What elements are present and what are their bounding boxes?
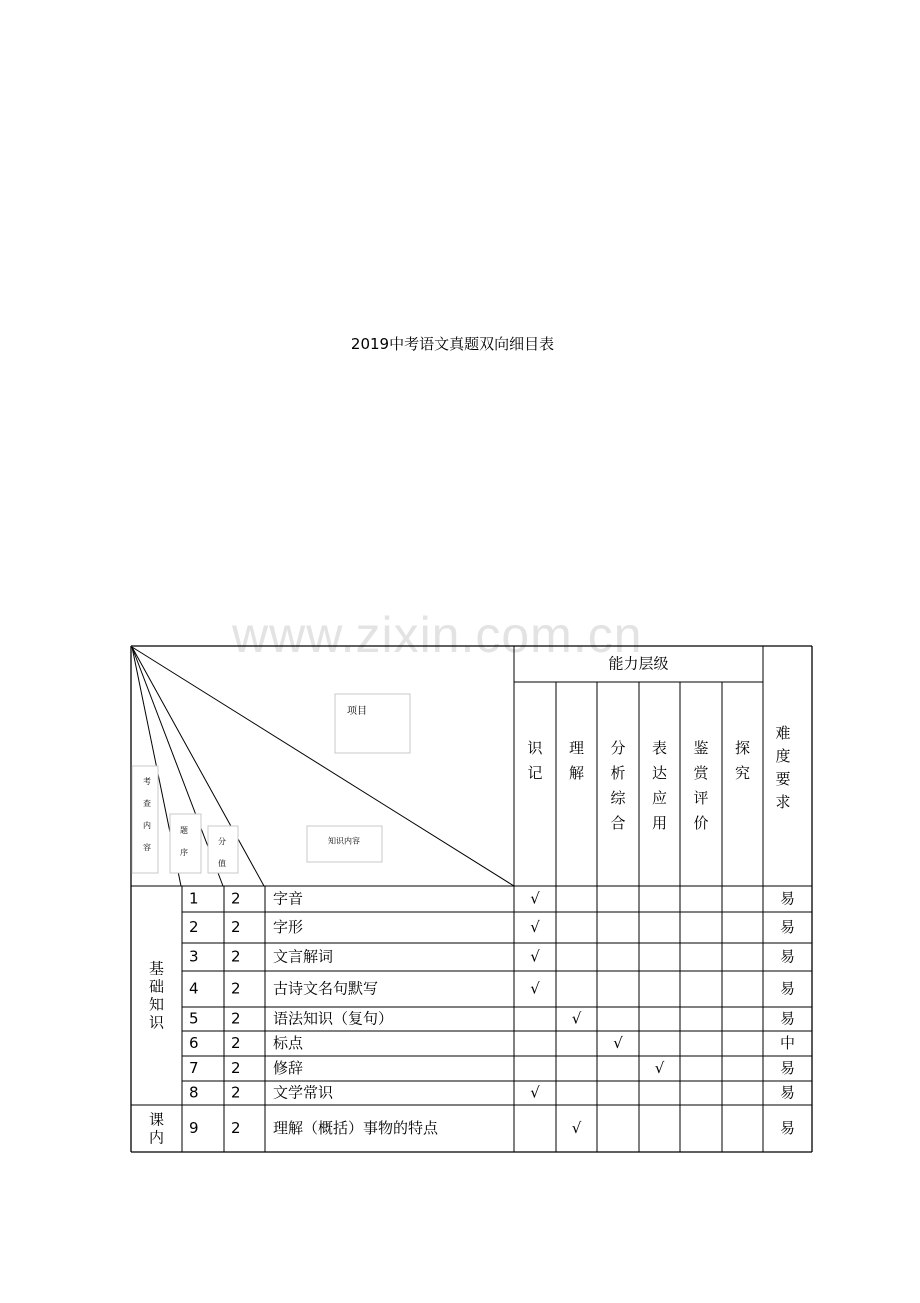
- score-value: 2: [231, 889, 241, 908]
- score-value: 2: [231, 947, 241, 966]
- ability-header-3: 表达应用: [651, 738, 668, 832]
- score-value: 2: [231, 1119, 241, 1137]
- check-mark: √: [530, 947, 540, 966]
- difficulty-value: 易: [779, 918, 796, 936]
- ability-header-1: 理解: [568, 738, 585, 782]
- difficulty-value: 易: [779, 947, 796, 966]
- question-no-label: 题序: [180, 825, 188, 857]
- question-number: 6: [189, 1034, 199, 1052]
- score-value: 2: [231, 1083, 241, 1102]
- difficulty-value: 易: [779, 889, 796, 908]
- difficulty-header: 难度要求: [775, 723, 791, 811]
- check-mark: √: [571, 1119, 582, 1137]
- question-number: 1: [189, 889, 199, 908]
- difficulty-value: 易: [779, 1119, 796, 1137]
- ability-header-2: 分析综合: [610, 738, 626, 832]
- project-label-box: [335, 694, 410, 753]
- score-value: 2: [231, 918, 241, 936]
- ability-level-header: 能力层级: [608, 654, 669, 673]
- knowledge-content: 字音: [273, 889, 304, 908]
- knowledge-content: 语法知识（复句）: [273, 1009, 394, 1028]
- knowledge-content: 字形: [273, 918, 304, 936]
- difficulty-value: 易: [779, 1059, 796, 1077]
- score-value: 2: [231, 979, 241, 998]
- knowledge-content: 文学常识: [273, 1083, 334, 1102]
- check-mark: √: [571, 1009, 582, 1028]
- check-mark: √: [530, 889, 540, 908]
- check-mark: √: [530, 979, 540, 998]
- score-value: 2: [231, 1009, 241, 1028]
- question-number: 9: [189, 1119, 199, 1137]
- ability-header-5: 探究: [734, 738, 751, 782]
- check-mark: √: [654, 1059, 665, 1077]
- check-mark: √: [530, 1083, 540, 1102]
- knowledge-content: 修辞: [273, 1059, 304, 1077]
- question-number: 5: [189, 1009, 199, 1028]
- difficulty-value: 易: [779, 1009, 796, 1028]
- score-label: 分值: [218, 836, 226, 868]
- difficulty-value: 中: [779, 1034, 796, 1052]
- question-number: 2: [189, 918, 199, 936]
- check-mark: √: [613, 1034, 623, 1052]
- check-mark: √: [530, 918, 540, 936]
- score-value: 2: [231, 1059, 241, 1077]
- project-label: 项目: [347, 706, 367, 717]
- ability-header-4: 鉴赏评价: [693, 738, 709, 832]
- exam-content-label: 考查内容: [143, 776, 151, 852]
- knowledge-label: 知识内容: [328, 836, 360, 846]
- score-value: 2: [231, 1034, 241, 1052]
- question-number: 4: [189, 979, 199, 998]
- knowledge-content: 标点: [273, 1034, 304, 1052]
- difficulty-value: 易: [779, 979, 796, 998]
- knowledge-content: 文言解词: [273, 947, 334, 966]
- difficulty-value: 易: [779, 1083, 796, 1102]
- question-number: 8: [189, 1083, 199, 1102]
- question-number: 3: [189, 947, 199, 966]
- knowledge-content: 古诗文名句默写: [273, 979, 379, 998]
- question-no-label-box: [170, 814, 201, 873]
- page-title: 2019中考语文真题双向细目表: [350, 335, 555, 353]
- question-number: 7: [189, 1059, 199, 1077]
- ability-header-0: 识记: [527, 738, 543, 782]
- watermark: www.zixin.com.cn: [232, 607, 643, 663]
- knowledge-content: 理解（概括）事物的特点: [273, 1119, 439, 1137]
- group-label-0: 基础知识: [148, 959, 165, 1031]
- group-label-1: 课内: [148, 1110, 165, 1146]
